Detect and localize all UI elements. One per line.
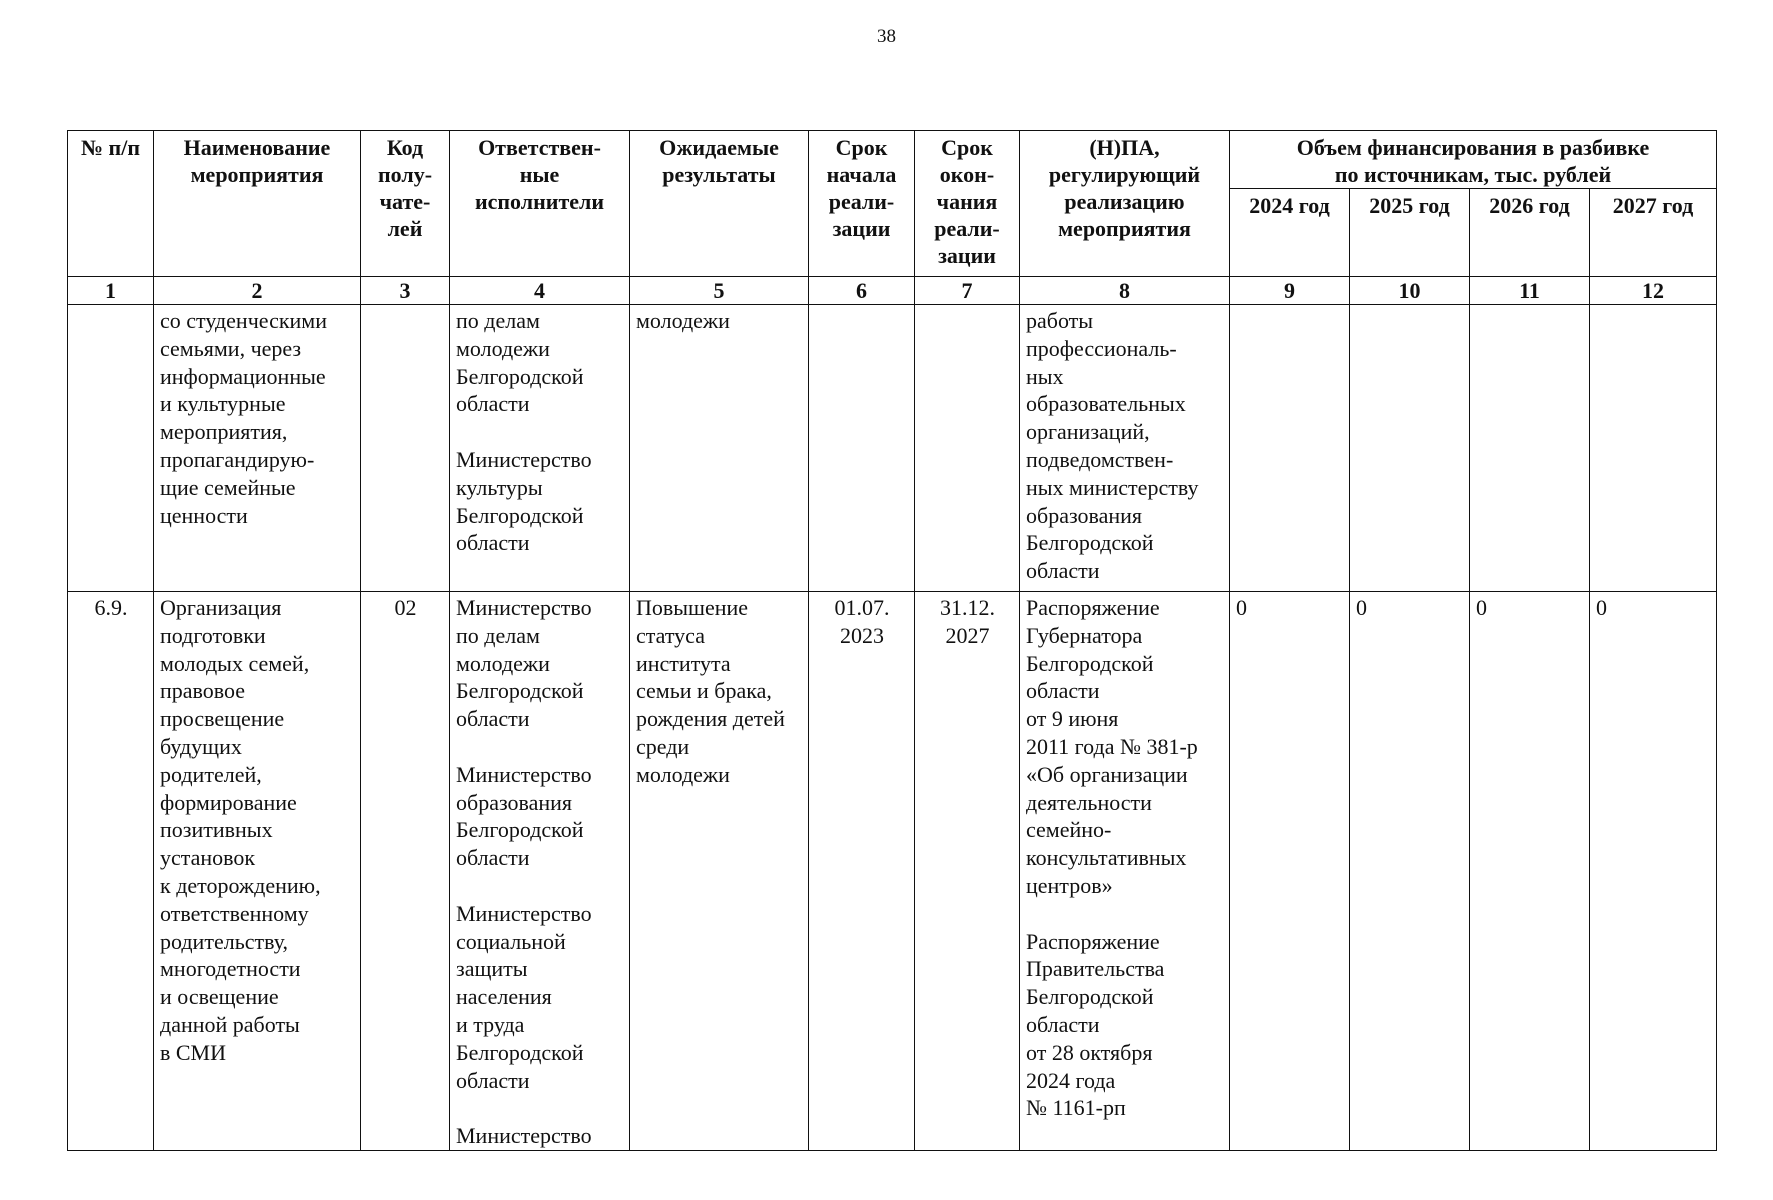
header-activity-name: Наименование мероприятия (154, 131, 361, 277)
header-year-2026: 2026 год (1470, 189, 1590, 277)
header-end-date: Срок окон- чания реали- зации (915, 131, 1020, 277)
activity-plan-table (67, 130, 1717, 1151)
header-row-number: № п/п (68, 131, 154, 277)
row-number: 6.9. (68, 592, 154, 1151)
header-year-2024: 2024 год (1230, 189, 1350, 277)
expected-results: молодежи (630, 305, 809, 592)
column-number: 10 (1350, 277, 1470, 305)
header-year-2027: 2027 год (1590, 189, 1717, 277)
funding-2026: 0 (1470, 592, 1590, 1151)
header-executors: Ответствен- ные исполнители (450, 131, 630, 277)
header-expected-results: Ожидаемые результаты (630, 131, 809, 277)
executors: по делам молодежи Белгородской области Министерство культуры Белгородской области (450, 305, 630, 592)
page-number: 38 (877, 26, 896, 47)
column-number: 6 (809, 277, 915, 305)
regulation: работы профессиональ- ных образовательных организаций, подведомствен- ных министерству образования Белгородской области (1020, 305, 1230, 592)
start-date (809, 305, 915, 592)
column-number: 7 (915, 277, 1020, 305)
start-date: 01.07. 2023 (809, 592, 915, 1151)
expected-results: Повышение статуса института семьи и брака, рождения детей среди молодежи (630, 592, 809, 1151)
activity-name: со студенческими семьями, через информационные и культурные мероприятия, пропагандирую- щие семейные ценности (154, 305, 361, 592)
header-recipient-code: Код полу- чате- лей (361, 131, 450, 277)
recipient-code (361, 305, 450, 592)
funding-2024 (1230, 305, 1350, 592)
column-number: 11 (1470, 277, 1590, 305)
funding-2027 (1590, 305, 1717, 592)
funding-2026 (1470, 305, 1590, 592)
end-date (915, 305, 1020, 592)
column-number: 12 (1590, 277, 1717, 305)
funding-2027: 0 (1590, 592, 1717, 1151)
header-year-2025: 2025 год (1350, 189, 1470, 277)
header-start-date: Срок начала реали- зации (809, 131, 915, 277)
executors: Министерство по делам молодежи Белгородской области Министерство образования Белгородской области Министерство социальной защиты населения и труда Белгородской области Министерство (450, 592, 630, 1151)
column-number: 2 (154, 277, 361, 305)
column-number: 1 (68, 277, 154, 305)
column-number: 8 (1020, 277, 1230, 305)
end-date: 31.12. 2027 (915, 592, 1020, 1151)
table-row (68, 592, 1717, 1151)
table-row (68, 305, 1717, 592)
recipient-code: 02 (361, 592, 450, 1151)
header-regulation: (Н)ПА, регулирующий реализацию мероприятия (1020, 131, 1230, 277)
column-number: 4 (450, 277, 630, 305)
column-number: 5 (630, 277, 809, 305)
funding-2024: 0 (1230, 592, 1350, 1151)
regulation: Распоряжение Губернатора Белгородской области от 9 июня 2011 года № 381-р «Об организации деятельности семейно- консультативных центров» Распоряжение Правительства Белгородской области от 28 октября 2024 года № 1161-рп (1020, 592, 1230, 1151)
header-funding-group: Объем финансирования в разбивке по источникам, тыс. рублей (1230, 131, 1717, 189)
funding-2025 (1350, 305, 1470, 592)
row-number (68, 305, 154, 592)
activity-name: Организация подготовки молодых семей, правовое просвещение будущих родителей, формирование позитивных установок к деторождению, ответственному родительству, многодетности и освещение данной работы в СМИ (154, 592, 361, 1151)
funding-2025: 0 (1350, 592, 1470, 1151)
column-number: 9 (1230, 277, 1350, 305)
column-number: 3 (361, 277, 450, 305)
